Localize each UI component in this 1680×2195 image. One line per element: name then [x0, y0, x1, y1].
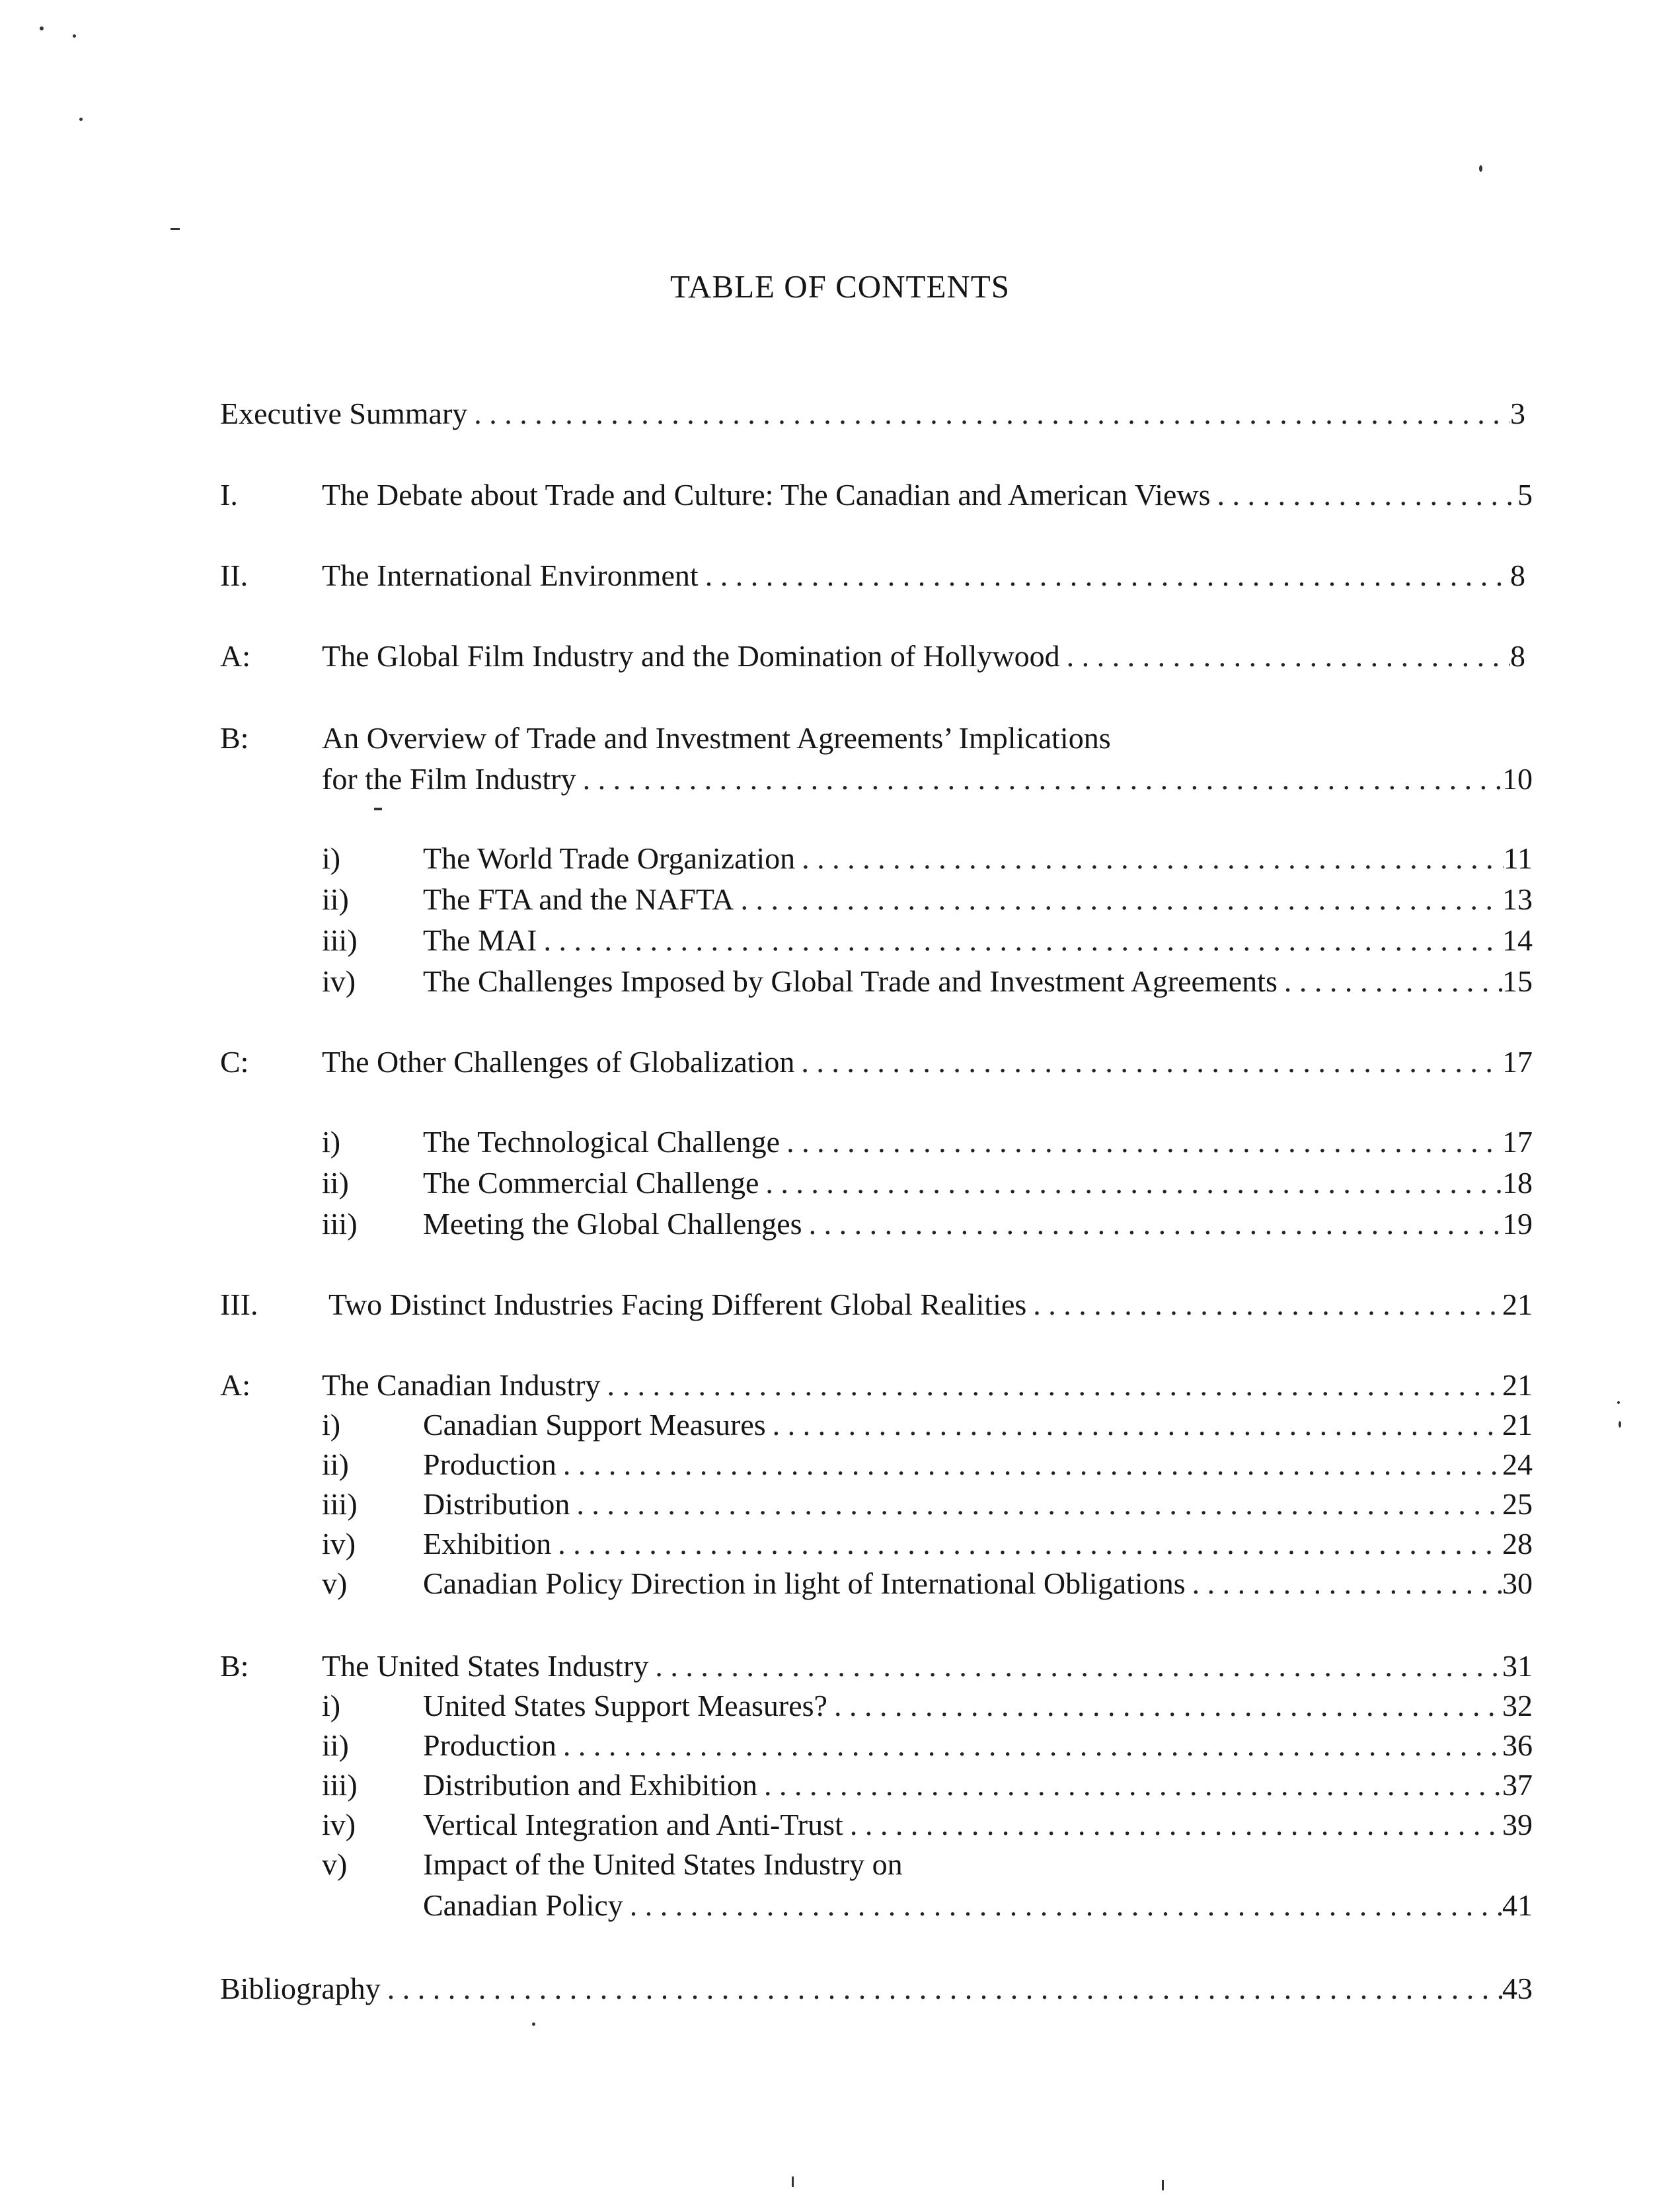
toc-entry-label: Distribution: [423, 1487, 570, 1521]
toc-entry-page: 31: [1502, 1649, 1533, 1683]
subsection-marker: i): [322, 1125, 341, 1159]
dot-leader: [759, 1163, 1502, 1204]
toc-entry-label: The FTA and the NAFTA: [423, 882, 734, 916]
toc-entry-label: The International Environment: [322, 558, 699, 592]
toc-entry-section-2a: [322, 636, 1525, 677]
toc-entry-page: 18: [1502, 1166, 1533, 1200]
toc-entry-section-3a-ii: [423, 1444, 1533, 1485]
toc-entry-label: Vertical Integration and Anti-Trust: [423, 1808, 843, 1841]
subsection-marker: i): [322, 841, 341, 875]
section-marker: I.: [220, 478, 238, 512]
dot-leader: [601, 1365, 1502, 1406]
toc-entry-page: 14: [1502, 923, 1533, 957]
toc-entry-label: Meeting the Global Challenges: [423, 1207, 802, 1241]
toc-entry-section-2c-i: [423, 1122, 1533, 1163]
scan-speck: [1479, 165, 1482, 172]
toc-entry-label: The MAI: [423, 923, 537, 957]
toc-entry-page: 37: [1502, 1768, 1533, 1802]
toc-entry-section-2b-iii: [423, 920, 1533, 961]
toc-entry-section-2b-i: [423, 838, 1533, 879]
scan-speck: [792, 2176, 794, 2187]
toc-entry-page: 43: [1502, 1972, 1533, 2005]
toc-entry-section-3b-iii: [423, 1765, 1533, 1806]
toc-entry-label: The World Trade Organization: [423, 841, 796, 875]
toc-entry-page: 19: [1502, 1207, 1533, 1241]
toc-entry-label: Production: [423, 1447, 556, 1481]
toc-entry-page: 39: [1502, 1808, 1533, 1841]
dot-leader: [843, 1804, 1502, 1845]
dot-leader: [827, 1685, 1502, 1726]
scan-speck: [532, 2022, 535, 2026]
section-marker: B:: [220, 1649, 249, 1683]
dot-leader: [1278, 961, 1502, 1002]
dot-leader: [1060, 636, 1510, 677]
toc-entry-bibliography: [220, 1968, 1533, 2009]
toc-entry-section-3a-iv: [423, 1523, 1533, 1564]
subsection-marker: iii): [322, 923, 358, 957]
toc-entry-page: 3: [1510, 397, 1525, 430]
subsection-marker: iii): [322, 1768, 358, 1802]
toc-entry-label-line1: Impact of the United States Industry on: [423, 1847, 903, 1881]
section-marker: II.: [220, 558, 248, 592]
toc-entry-label-line1: An Overview of Trade and Investment Agreements’ Implications: [322, 721, 1111, 755]
toc-entry-label: The Technological Challenge: [423, 1125, 781, 1159]
scan-speck: [1162, 2180, 1164, 2190]
dot-leader: [1186, 1563, 1502, 1604]
toc-entry-label: United States Support Measures?: [423, 1689, 827, 1722]
toc-entry-label: The Global Film Industry and the Domination of Hollywood: [322, 639, 1060, 673]
dot-leader: [556, 1444, 1502, 1485]
toc-entry-label: The Debate about Trade and Culture: The Canadian and American Views: [322, 478, 1211, 512]
toc-entry-section-1: [322, 475, 1533, 516]
toc-entry-label: for the Film Industry: [322, 762, 576, 796]
scan-speck: [171, 228, 180, 230]
toc-entry-page: 5: [1517, 478, 1533, 512]
toc-entry-label: Canadian Policy Direction in light of International Obligations: [423, 1566, 1186, 1600]
toc-entry-section-2c: [322, 1042, 1533, 1083]
toc-entry-section-3b-i: [423, 1685, 1533, 1726]
toc-entry-label: Executive Summary: [220, 397, 468, 430]
section-marker: B:: [220, 721, 249, 755]
section-marker: A:: [220, 1368, 250, 1402]
dot-leader: [648, 1646, 1502, 1687]
scan-speck: [73, 34, 76, 38]
toc-entry-label: Production: [423, 1728, 556, 1762]
scan-speck: [1617, 1401, 1620, 1404]
toc-entry-section-3b-iv: [423, 1804, 1533, 1845]
subsection-marker: iv): [322, 1808, 356, 1841]
toc-entry-label: The United States Industry: [322, 1649, 649, 1683]
toc-entry-section-2: [322, 555, 1525, 596]
dot-leader: [1211, 475, 1517, 516]
section-marker: C:: [220, 1045, 249, 1079]
toc-entry-page: 13: [1502, 882, 1533, 916]
toc-entry-label: The Other Challenges of Globalization: [322, 1045, 795, 1079]
dot-leader: [381, 1968, 1502, 2009]
subsection-marker: iii): [322, 1487, 358, 1521]
toc-entry-section-3b: [322, 1646, 1533, 1687]
toc-entry-section-3a-iii: [423, 1484, 1533, 1525]
toc-entry-section-2c-iii: [423, 1204, 1533, 1245]
subsection-marker: ii): [322, 1447, 349, 1481]
section-marker: III.: [220, 1288, 258, 1321]
subsection-marker: i): [322, 1408, 341, 1442]
toc-entry-page: 32: [1502, 1689, 1533, 1722]
subsection-marker: ii): [322, 1728, 349, 1762]
toc-entry-section-3: [328, 1284, 1533, 1325]
dot-leader: [795, 838, 1504, 879]
dot-leader: [623, 1885, 1502, 1926]
dot-leader: [576, 759, 1502, 800]
toc-entry-section-3a: [322, 1365, 1533, 1406]
toc-entry-page: 41: [1502, 1888, 1533, 1922]
toc-entry-page: 15: [1502, 964, 1533, 998]
subsection-marker: v): [322, 1847, 348, 1881]
dot-leader: [699, 555, 1510, 596]
subsection-marker: iii): [322, 1207, 358, 1241]
dot-leader: [802, 1204, 1502, 1245]
toc-entry-page: 36: [1502, 1728, 1533, 1762]
subsection-marker: i): [322, 1689, 341, 1722]
subsection-marker: v): [322, 1566, 348, 1600]
section-marker: A:: [220, 639, 250, 673]
dot-leader: [794, 1042, 1502, 1083]
toc-entry-page: 28: [1502, 1527, 1533, 1560]
toc-entry-label: Two Distinct Industries Facing Different Global Realities: [328, 1288, 1027, 1321]
toc-entry-section-3a-v: [423, 1563, 1533, 1604]
toc-entry-label: Canadian Policy: [423, 1888, 623, 1922]
subsection-marker: ii): [322, 882, 349, 916]
toc-entry-section-3b-v: [423, 1885, 1533, 1926]
toc-entry-label: Distribution and Exhibition: [423, 1768, 757, 1802]
toc-entry-page: 10: [1502, 762, 1533, 796]
toc-entry-page: 21: [1502, 1408, 1533, 1442]
dot-leader: [734, 879, 1502, 920]
dot-leader: [757, 1765, 1502, 1806]
scan-speck: [374, 808, 382, 810]
toc-entry-label: Exhibition: [423, 1527, 552, 1560]
dot-leader: [537, 920, 1502, 961]
toc-entry-page: 17: [1502, 1125, 1533, 1159]
toc-entry-label: Bibliography: [220, 1972, 381, 2005]
toc-entry-page: 8: [1510, 558, 1525, 592]
toc-entry-page: 21: [1502, 1368, 1533, 1402]
toc-entry-page: 21: [1502, 1288, 1533, 1321]
toc-entry-label: Canadian Support Measures: [423, 1408, 766, 1442]
dot-leader: [570, 1484, 1502, 1525]
toc-entry-section-3a-i: [423, 1405, 1533, 1445]
scan-speck: [40, 26, 44, 30]
dot-leader: [556, 1725, 1502, 1766]
toc-entry-page: 8: [1510, 639, 1525, 673]
toc-entry-section-2b-iv: [423, 961, 1533, 1002]
dot-leader: [780, 1122, 1502, 1163]
page-title: TABLE OF CONTENTS: [670, 268, 1010, 305]
subsection-marker: iv): [322, 1527, 356, 1560]
toc-entry-section-2b-ii: [423, 879, 1533, 920]
toc-entry-page: 30: [1502, 1566, 1533, 1600]
toc-entry-label: The Canadian Industry: [322, 1368, 601, 1402]
dot-leader: [467, 393, 1510, 434]
scan-speck: [1619, 1421, 1621, 1428]
subsection-marker: iv): [322, 964, 356, 998]
toc-entry-section-2b: [322, 759, 1533, 800]
toc-entry-section-2c-ii: [423, 1163, 1533, 1204]
toc-entry-page: 11: [1503, 841, 1533, 875]
dot-leader: [1026, 1284, 1502, 1325]
toc-entry-executive-summary: [220, 393, 1525, 434]
dot-leader: [551, 1523, 1502, 1564]
scan-speck: [79, 118, 83, 121]
toc-entry-label: The Challenges Imposed by Global Trade and Investment Agreements: [423, 964, 1278, 998]
dot-leader: [766, 1405, 1502, 1445]
toc-entry-label: The Commercial Challenge: [423, 1166, 759, 1200]
toc-entry-page: 24: [1502, 1447, 1533, 1481]
toc-entry-section-3b-ii: [423, 1725, 1533, 1766]
subsection-marker: ii): [322, 1166, 349, 1200]
toc-entry-page: 17: [1502, 1045, 1533, 1079]
toc-entry-page: 25: [1502, 1487, 1533, 1521]
